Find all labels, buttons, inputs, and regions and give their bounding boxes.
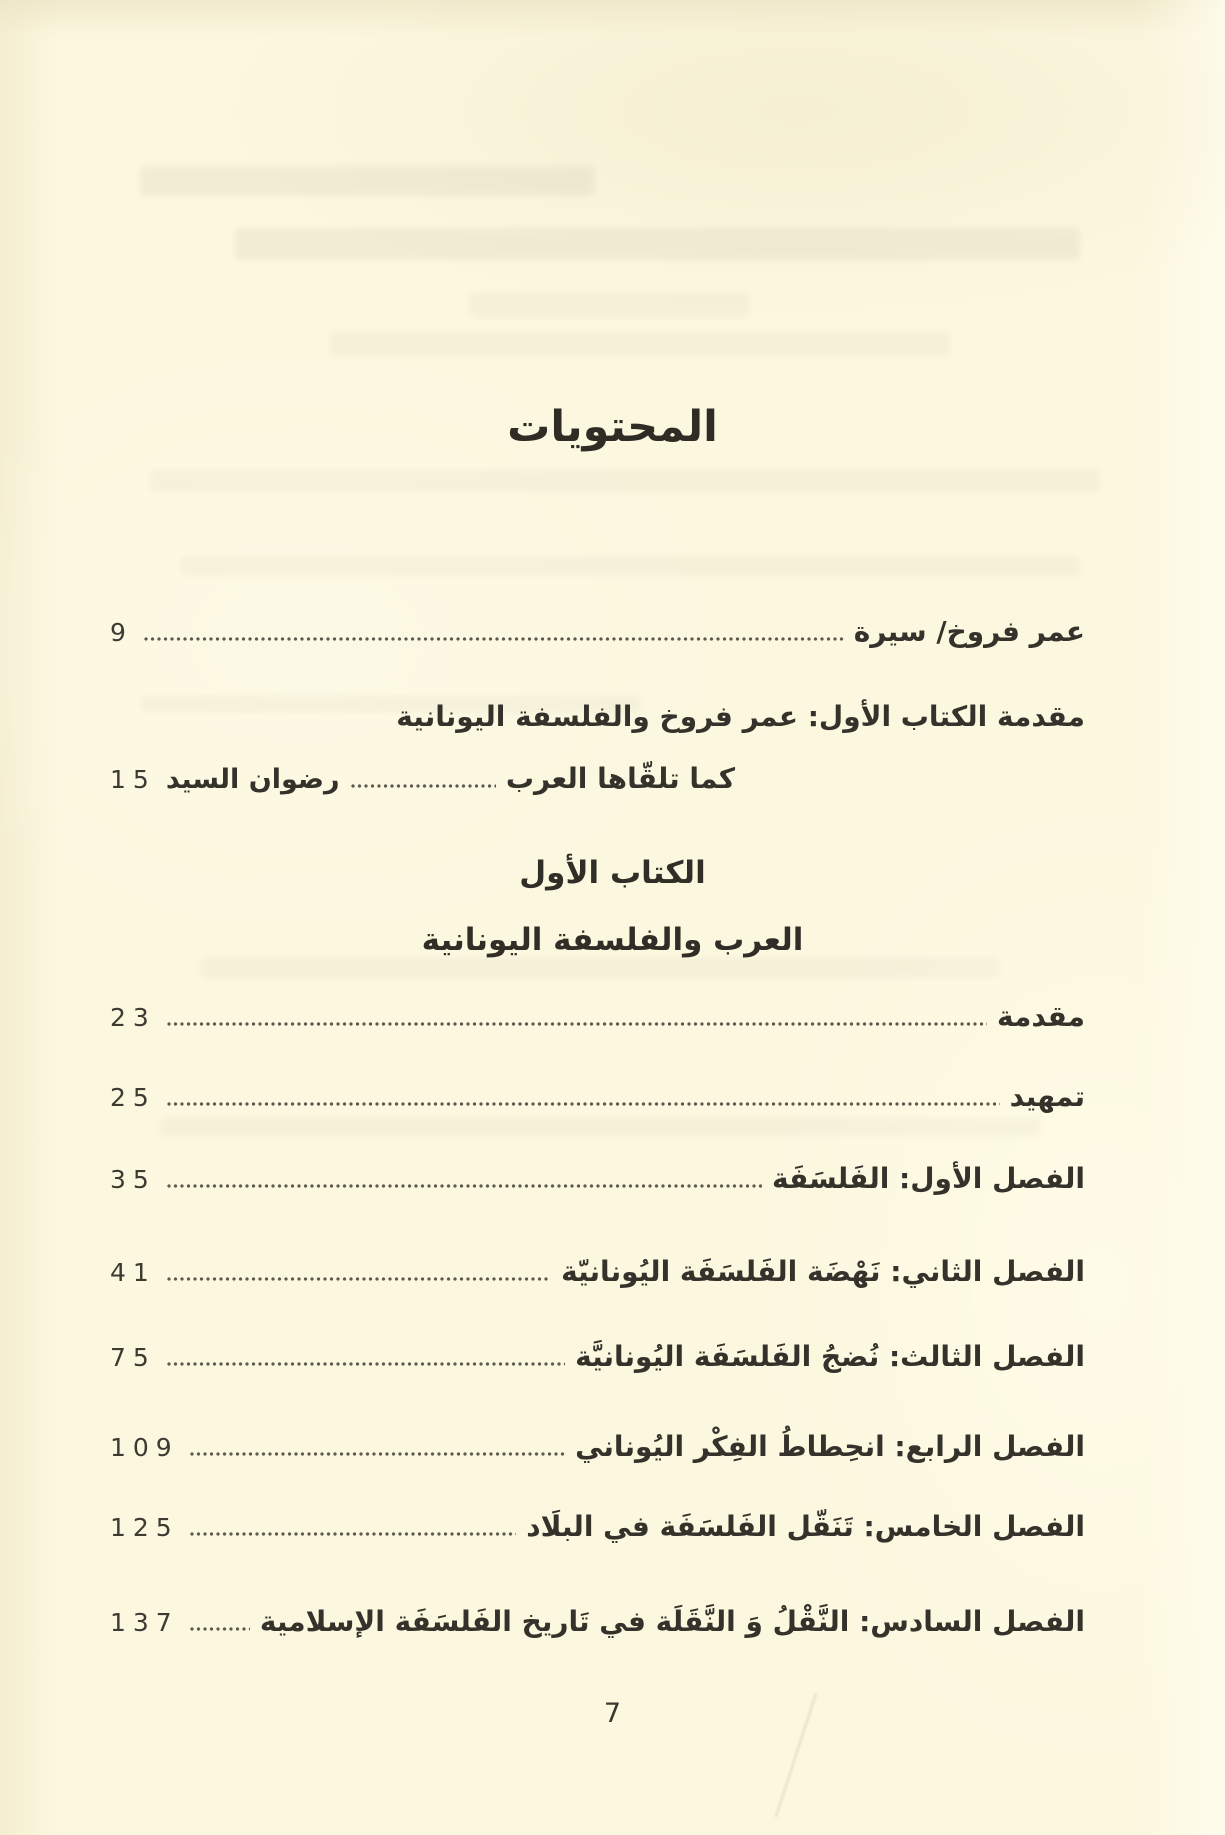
bleed-through-text	[200, 958, 1000, 978]
toc-entry-title: الفصل الرابع: انحِطاطُ الفِكْر اليُوناني	[575, 1430, 1085, 1463]
toc-entry-title: الفصل الخامس: تَنَقّل الفَلسَفَة في البلَاد	[526, 1510, 1085, 1543]
toc-entry-title: كما تلقّاها العرب	[505, 762, 735, 795]
toc-entry-muqaddima	[110, 1000, 1085, 1033]
toc-entry-intro-line2	[110, 762, 735, 795]
dot-leader	[350, 783, 496, 789]
toc-entry-title: الفصل السادس: النَّقْلُ وَ النَّقَلَة في تَاريخ الفَلسَفَة الإسلامية	[259, 1605, 1085, 1638]
toc-entry-chapter-3	[110, 1340, 1085, 1373]
dot-leader	[166, 1183, 762, 1189]
dot-leader	[166, 1361, 565, 1367]
toc-entry-page-number: 41	[110, 1258, 156, 1287]
toc-entry-page-number: 9	[110, 618, 133, 647]
bleed-through-text	[330, 332, 950, 356]
toc-entry-title: الفصل الأول: الفَلسَفَة	[771, 1162, 1085, 1195]
toc-entry-title: عمر فروخ/ سيرة	[853, 615, 1085, 648]
toc-entry-title: مقدمة	[997, 1000, 1085, 1033]
toc-entry-chapter-2	[110, 1255, 1085, 1288]
toc-entry-page-number: 75	[110, 1343, 156, 1372]
bleed-through-text	[160, 1118, 1040, 1136]
toc-entry-tamhid	[110, 1080, 1085, 1113]
toc-entry-intro-line1: مقدمة الكتاب الأول: عمر فروخ والفلسفة اليونانية	[396, 700, 1085, 733]
toc-entry-chapter-1	[110, 1162, 1085, 1195]
toc-entry-author: رضوان السيد	[165, 764, 340, 795]
book-one-subtitle: العرب والفلسفة اليونانية	[421, 922, 804, 958]
toc-entry-page-number: 125	[110, 1513, 179, 1542]
book-one-heading: الكتاب الأول	[519, 855, 706, 891]
toc-entry-chapter-5	[110, 1510, 1085, 1543]
toc-entry-page-number: 23	[110, 1003, 156, 1032]
bleed-through-text	[235, 228, 1080, 260]
folio-page-number: 7	[603, 1698, 622, 1729]
toc-entry-page-number: 137	[110, 1608, 179, 1637]
toc-entry-title: الفصل الثاني: نَهْضَة الفَلسَفَة اليُونانيّة	[561, 1255, 1085, 1288]
dot-leader	[189, 1531, 517, 1537]
dot-leader	[166, 1021, 987, 1027]
contents-title: المحتويات	[507, 402, 718, 452]
toc-entry-page-number: 109	[110, 1433, 179, 1462]
bleed-through-text	[180, 556, 1080, 576]
dot-leader	[166, 1276, 551, 1282]
bleed-through-text	[150, 470, 1100, 492]
toc-entry-biography	[110, 615, 1085, 648]
toc-entry-page-number: 15	[110, 765, 156, 794]
dot-leader	[166, 1101, 1000, 1107]
toc-entry-page-number: 25	[110, 1083, 156, 1112]
bleed-through-text	[140, 166, 595, 196]
dot-leader	[189, 1451, 565, 1457]
dot-leader	[189, 1626, 250, 1632]
dot-leader	[143, 636, 844, 642]
toc-entry-chapter-4	[110, 1430, 1085, 1463]
toc-entry-title: تمهيد	[1009, 1080, 1085, 1113]
toc-entry-title: الفصل الثالث: نُضجُ الفَلسَفَة اليُونانيَّة	[575, 1340, 1085, 1373]
bleed-through-text	[470, 292, 750, 318]
toc-entry-chapter-6	[110, 1605, 1085, 1638]
toc-entry-page-number: 35	[110, 1165, 156, 1194]
